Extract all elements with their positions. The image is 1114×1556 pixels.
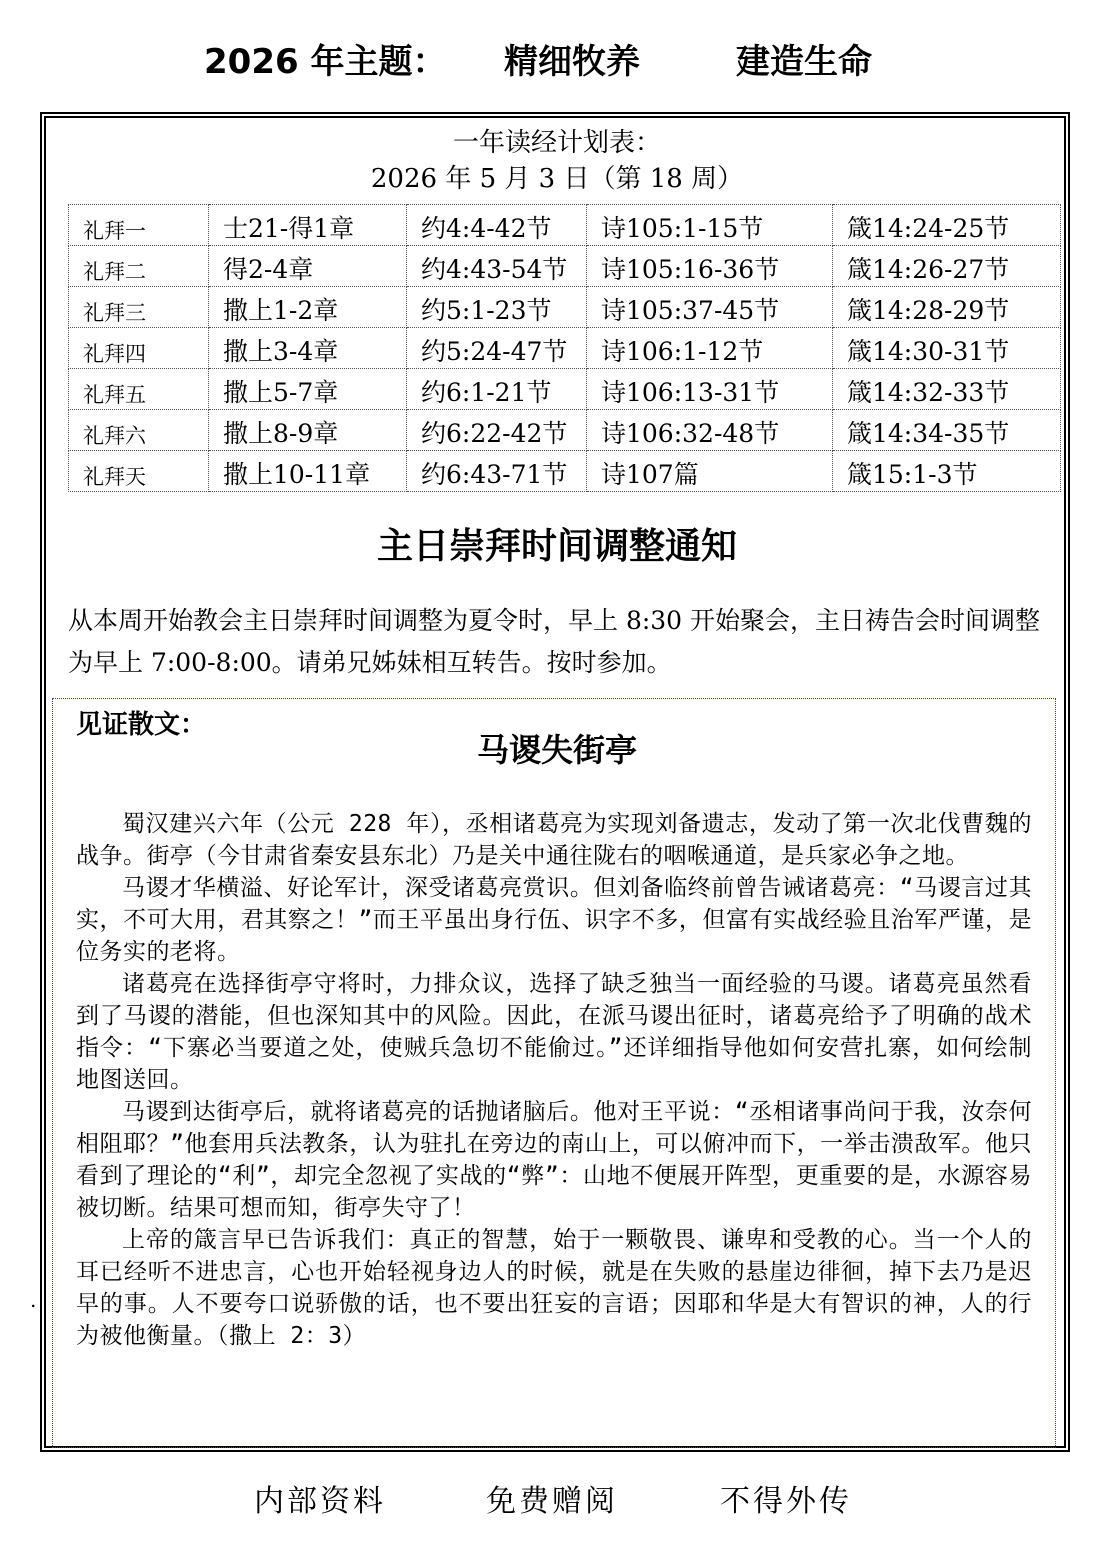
nt-reading-cell: 约5:24-47节 — [407, 328, 587, 369]
ot-reading-cell: 撒上10-11章 — [209, 451, 407, 492]
theme-part-2: 建造生命 — [736, 42, 872, 82]
table-row — [69, 369, 1061, 410]
day-cell: 礼拜四 — [69, 328, 209, 369]
proverb-reading-cell: 箴15:1-3节 — [833, 451, 1061, 492]
ot-reading-cell: 撒上5-7章 — [209, 369, 407, 410]
testimony-paragraph: 马谡到达街亭后，就将诸葛亮的话抛诸脑后。他对王平说：“丞相诸事尚问于我，汝奈何相阻耶？”他套用兵法教条，认为驻扎在旁边的南山上，可以俯冲而下，一举击溃敌军。他只看到了理论的“利”，却完全忽视了实战的“弊”：山地不便展开阵型，更重要的是，水源容易被切断。结果可想而知，街亭失守了！ — [76, 1099, 1032, 1221]
theme-header — [0, 40, 1114, 88]
nt-reading-cell: 约4:4-42节 — [407, 205, 587, 246]
nt-reading-cell: 约6:22-42节 — [407, 410, 587, 451]
psalm-reading-cell: 诗106:32-48节 — [587, 410, 833, 451]
proverb-reading-cell: 箴14:32-33节 — [833, 369, 1061, 410]
ot-reading-cell: 得2-4章 — [209, 246, 407, 287]
proverb-reading-cell: 箴14:26-27节 — [833, 246, 1061, 287]
testimony-paragraph: 上帝的箴言早已告诉我们：真正的智慧，始于一颗敬畏、谦卑和受教的心。当一个人的耳已经听不进忠言，心也开始轻视身边人的时候，就是在失败的悬崖边徘徊，掉下去乃是迟早的事。人不要夸口说骄傲的话，也不要出狂妄的言语；因耶和华是大有智识的神，人的行为被他衡量。（撒上 2：3） — [76, 1227, 1032, 1349]
psalm-reading-cell: 诗105:16-36节 — [587, 246, 833, 287]
testimony-paragraph: 蜀汉建兴六年（公元 228 年），丞相诸葛亮为实现刘备遗志，发动了第一次北伐曹魏的战争。街亭（今甘肃省秦安县东北）乃是关中通往陇右的咽喉通道，是兵家必争之地。 — [76, 811, 1032, 869]
testimony-paragraph: 马谡才华横溢、好论军计，深受诸葛亮赏识。但刘备临终前曾告诫诸葛亮：“马谡言过其实，不可大用，君其察之！”而王平虽出身行伍、识字不多，但富有实战经验且治军严谨，是位务实的老将。 — [76, 875, 1032, 965]
theme-label: 2026 年主题： — [204, 42, 447, 82]
ot-reading-cell: 撒上3-4章 — [209, 328, 407, 369]
table-row — [69, 287, 1061, 328]
psalm-reading-cell: 诗106:1-12节 — [587, 328, 833, 369]
ot-reading-cell: 撒上1-2章 — [209, 287, 407, 328]
testimony-body — [76, 808, 1032, 1352]
stray-mark: . — [30, 1288, 37, 1312]
theme-part-1: 精细牧养 — [504, 42, 640, 82]
notice-title: 主日崇拜时间调整通知 — [376, 526, 737, 567]
day-cell: 礼拜六 — [69, 410, 209, 451]
ot-reading-cell: 士21-得1章 — [209, 205, 407, 246]
footer-item-free: 免费赠阅 — [486, 1484, 618, 1519]
proverb-reading-cell: 箴14:28-29节 — [833, 287, 1061, 328]
day-cell: 礼拜一 — [69, 205, 209, 246]
psalm-reading-cell: 诗107篇 — [587, 451, 833, 492]
proverb-reading-cell: 箴14:24-25节 — [833, 205, 1061, 246]
nt-reading-cell: 约5:1-23节 — [407, 287, 587, 328]
reading-plan-title: 一年读经计划表： — [452, 128, 661, 158]
testimony-title: 马谡失街亭 — [476, 731, 637, 769]
proverb-reading-cell: 箴14:30-31节 — [833, 328, 1061, 369]
reading-plan-subtitle: 2026 年 5 月 3 日（第 18 周） — [370, 164, 744, 194]
nt-reading-cell: 约4:43-54节 — [407, 246, 587, 287]
testimony-paragraph: 诸葛亮在选择街亭守将时，力排众议，选择了缺乏独当一面经验的马谡。诸葛亮虽然看到了马谡的潜能，但也深知其中的风险。因此，在派马谡出征时，诸葛亮给予了明确的战术指令：“下寨必当要道之处，使贼兵急切不能偷过。”还详细指导他如何安营扎寨，如何绘制地图送回。 — [76, 971, 1032, 1093]
notice-body: 从本周开始教会主日崇拜时间调整为夏令时，早上 8:30 开始聚会，主日祷告会时间调整为早上 7:00-8:00。请弟兄姊妹相互转告。按时参加。 — [68, 606, 1041, 677]
footer — [0, 1480, 1114, 1524]
table-row — [69, 246, 1061, 287]
day-cell: 礼拜五 — [69, 369, 209, 410]
psalm-reading-cell: 诗105:1-15节 — [587, 205, 833, 246]
proverb-reading-cell: 箴14:34-35节 — [833, 410, 1061, 451]
table-row — [69, 451, 1061, 492]
nt-reading-cell: 约6:43-71节 — [407, 451, 587, 492]
psalm-reading-cell: 诗106:13-31节 — [587, 369, 833, 410]
nt-reading-cell: 约6:1-21节 — [407, 369, 587, 410]
testimony-label: 见证散文： — [76, 710, 207, 740]
reading-plan-table — [68, 204, 1061, 492]
table-row — [69, 328, 1061, 369]
day-cell: 礼拜天 — [69, 451, 209, 492]
day-cell: 礼拜三 — [69, 287, 209, 328]
footer-item-restricted: 不得外传 — [720, 1484, 852, 1519]
table-row — [69, 410, 1061, 451]
ot-reading-cell: 撒上8-9章 — [209, 410, 407, 451]
footer-item-internal: 内部资料 — [254, 1484, 386, 1519]
table-row — [69, 205, 1061, 246]
day-cell: 礼拜二 — [69, 246, 209, 287]
psalm-reading-cell: 诗105:37-45节 — [587, 287, 833, 328]
